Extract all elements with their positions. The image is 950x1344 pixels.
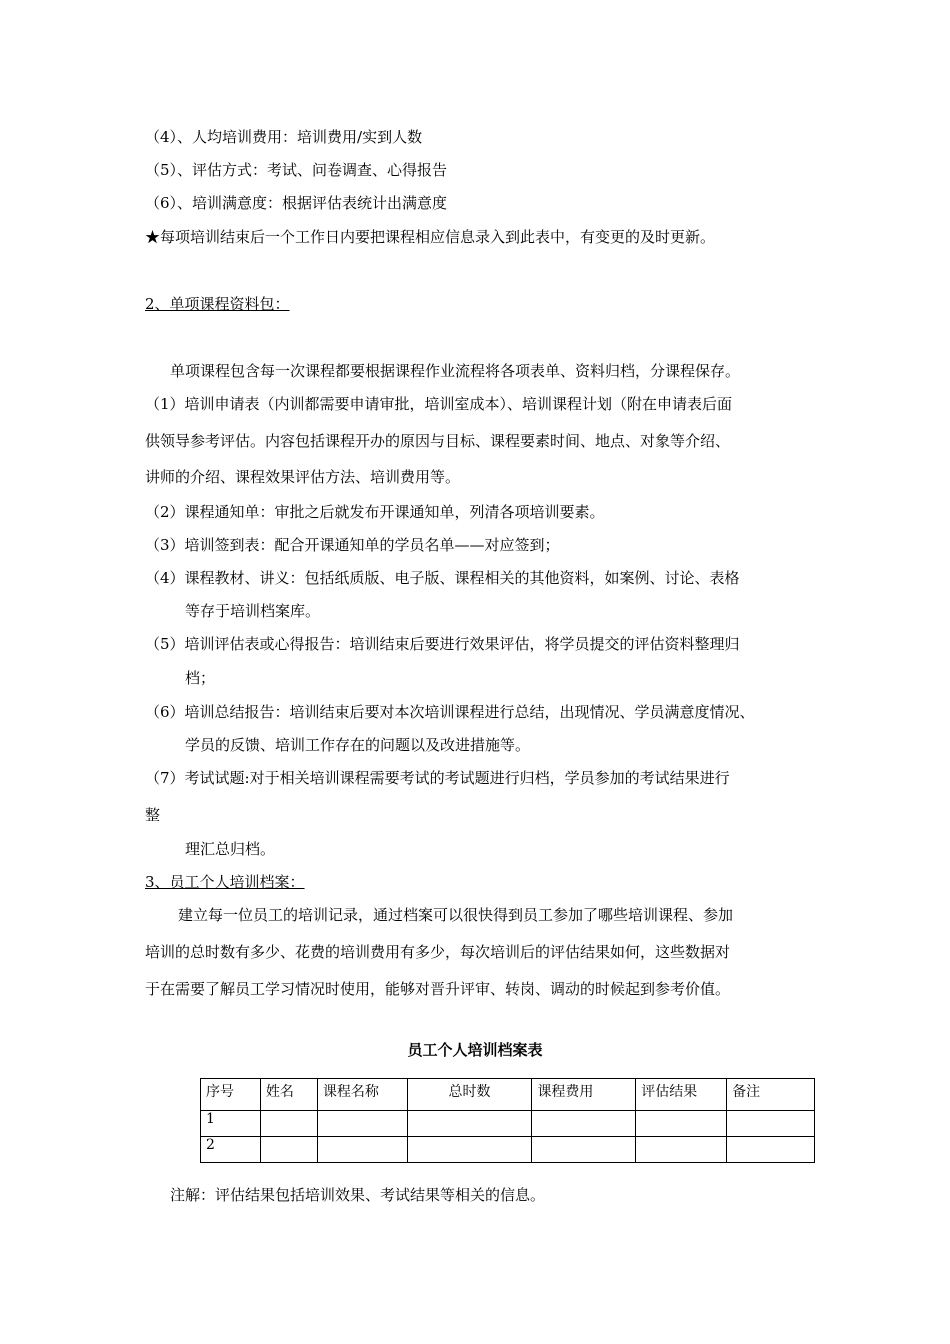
- section-2-heading: 2、单项课程资料包：: [145, 295, 290, 313]
- package-item-5-line2: 档；: [185, 669, 216, 687]
- item-6-satisfaction: （6）、培训满意度：根据评估表统计出满意度: [145, 194, 448, 212]
- package-item-6-line2: 学员的反馈、培训工作存在的问题以及改进措施等。: [185, 736, 531, 754]
- package-item-5-line1: （5）培训评估表或心得报告：培训结束后要进行效果评估，将学员提交的评估资料整理归: [145, 635, 740, 653]
- header-cell-cost: 课程费用: [532, 1079, 636, 1111]
- item-5-evaluation-method: （5）、评估方式：考试、问卷调查、心得报告: [145, 161, 448, 179]
- section-3-para-line2: 培训的总时数有多少、花费的培训费用有多少，每次培训后的评估结果如何，这些数据对: [145, 943, 731, 961]
- table-cell: [532, 1111, 636, 1137]
- section-3-para-line3: 于在需要了解员工学习情况时使用，能够对晋升评审、转岗、调动的时候起到参考价值。: [145, 980, 731, 998]
- table-cell: [636, 1137, 727, 1163]
- table-cell: [317, 1137, 407, 1163]
- package-item-1-line3: 讲师的介绍、课程效果评估方法、培训费用等。: [145, 468, 461, 486]
- header-cell-name: 姓名: [260, 1079, 317, 1111]
- table-cell: 2: [201, 1137, 261, 1163]
- package-item-4-line1: （4）课程教材、讲义：包括纸质版、电子版、课程相关的其他资料，如案例、讨论、表格: [145, 569, 740, 587]
- table-cell: [260, 1137, 317, 1163]
- header-cell-result: 评估结果: [636, 1079, 727, 1111]
- section-2-intro: 单项课程包含每一次课程都要根据课程作业流程将各项表单、资料归档，分课程保存。: [170, 362, 741, 380]
- table-row: [201, 1111, 815, 1137]
- table-cell: [532, 1137, 636, 1163]
- header-cell-hours: 总时数: [407, 1079, 532, 1111]
- package-item-1-line2: 供领导参考评估。内容包括课程开办的原因与目标、课程要素时间、地点、对象等介绍、: [145, 432, 731, 450]
- table-cell: [407, 1111, 532, 1137]
- table-cell: [727, 1137, 815, 1163]
- package-item-2: （2）课程通知单：审批之后就发布开课通知单，列清各项培训要素。: [145, 503, 605, 521]
- table-header-row: [201, 1079, 815, 1111]
- star-note: ★每项培训结束后一个工作日内要把课程相应信息录入到此表中，有变更的及时更新。: [145, 228, 716, 246]
- header-cell-index: 序号: [201, 1079, 261, 1111]
- section-3-heading: 3、员工个人培训档案：: [145, 873, 305, 891]
- package-item-6-line1: （6）培训总结报告：培训结束后要对本次培训课程进行总结，出现情况、学员满意度情况、: [145, 703, 755, 721]
- table-cell: [727, 1111, 815, 1137]
- section-3-para-line1: 建立每一位员工的培训记录，通过档案可以很快得到员工参加了哪些培训课程、参加: [178, 906, 734, 924]
- table-cell: 1: [201, 1111, 261, 1137]
- package-item-7-line1: （7）考试试题:对于相关培训课程需要考试的考试题进行归档，学员参加的考试结果进行: [145, 769, 730, 787]
- training-archive-table: [200, 1078, 815, 1163]
- table-cell: [407, 1137, 532, 1163]
- item-4-per-capita-cost: （4）、人均培训费用：培训费用/实到人数: [145, 128, 423, 146]
- table-cell: [260, 1111, 317, 1137]
- header-cell-remark: 备注: [727, 1079, 815, 1111]
- package-item-1-line1: （1）培训申请表（内训都需要申请审批，培训室成本）、培训课程计划（附在申请表后面: [145, 395, 733, 413]
- package-item-7-line2: 整: [145, 806, 161, 824]
- header-cell-course: 课程名称: [317, 1079, 407, 1111]
- package-item-3: （3）培训签到表：配合开课通知单的学员名单——对应签到；: [145, 536, 560, 554]
- table-cell: [317, 1111, 407, 1137]
- table-cell: [636, 1111, 727, 1137]
- package-item-4-line2: 等存于培训档案库。: [185, 602, 321, 620]
- table-row: [201, 1137, 815, 1163]
- table-note: 注解：评估结果包括培训效果、考试结果等相关的信息。: [170, 1186, 546, 1204]
- package-item-7-line3: 理汇总归档。: [185, 840, 276, 858]
- table-title: 员工个人培训档案表: [407, 1041, 543, 1059]
